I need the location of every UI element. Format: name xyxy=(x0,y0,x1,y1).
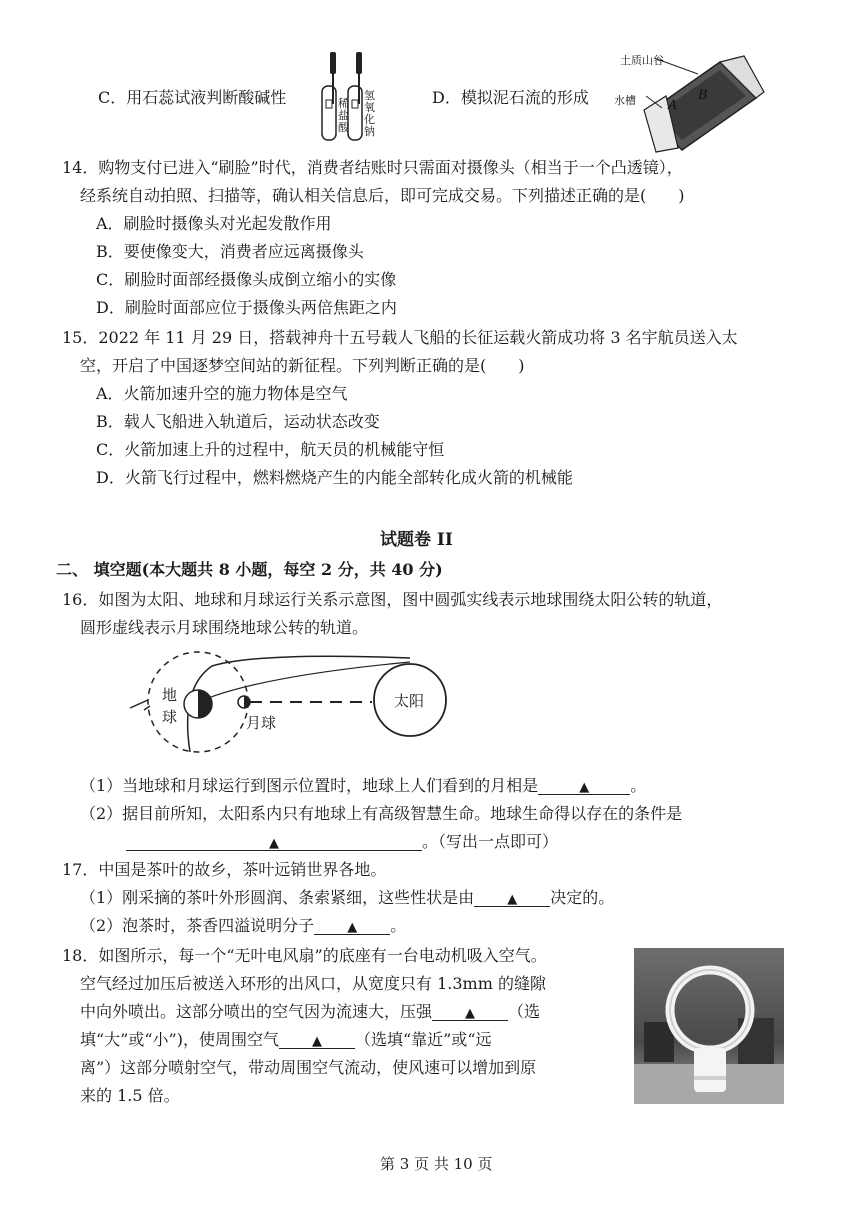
q15-option-a: A．火箭加速升空的施力物体是空气 xyxy=(96,384,348,403)
q17-sub1-end: 决定的。 xyxy=(550,888,615,907)
q14-option-a: A．刷脸时摄像头对光起发散作用 xyxy=(96,214,332,233)
q15-option-d: D．火箭飞行过程中，燃料燃烧产生的内能全部转化成火箭的机械能 xyxy=(96,468,573,487)
q18-line4-text: 填“大”或“小”)，使周围空气 xyxy=(80,1030,279,1049)
litmus-test-figure xyxy=(310,48,402,152)
valley-label: 土质山谷 xyxy=(620,54,664,67)
q18-line1: 18．如图所示，每一个“无叶电风扇”的底座有一台电动机吸入空气。 xyxy=(62,946,547,965)
q16-sub2-end: 。（写出一点即可） xyxy=(422,832,559,851)
q17-blank1[interactable]: ▲ xyxy=(474,886,550,907)
q18-blank1[interactable]: ▲ xyxy=(432,1000,508,1021)
q18-line4 xyxy=(80,1028,492,1052)
q17-stem: 17．中国是茶叶的故乡，茶叶远销世界各地。 xyxy=(62,860,387,879)
q16-sub2-line1: （2）据目前所知，太阳系内只有地球上有高级智慧生命。地球生命得以存在的条件是 xyxy=(80,804,683,823)
q17-sub1 xyxy=(80,886,614,910)
q13-option-d: D．模拟泥石流的形成 xyxy=(432,88,589,107)
q16-blank1[interactable]: ▲ xyxy=(538,774,630,795)
moon-label: 月球 xyxy=(246,714,277,732)
q17-sub1-text: （1）刚采摘的茶叶外形圆润、条索紧细，这些性状是由 xyxy=(80,888,475,907)
section-heading: 二、 填空题(本大题共 8 小题，每空 2 分，共 40 分) xyxy=(56,560,443,579)
region-b-label: B xyxy=(698,88,708,103)
q18-line6: 来的 1.5 倍。 xyxy=(80,1086,180,1105)
earth-label: 地球 xyxy=(162,686,178,726)
q18-blank2[interactable]: ▲ xyxy=(279,1028,355,1049)
q18-line3-end: （选 xyxy=(508,1002,541,1021)
q17-sub2-end: 。 xyxy=(390,916,407,935)
page-footer: 第 3 页 共 10 页 xyxy=(380,1155,493,1173)
q17-blank2[interactable]: ▲ xyxy=(314,914,390,935)
q16-stem-line1: 16．如图为太阳、地球和月球运行关系示意图，图中圆弧实线表示地球围绕太阳公转的轨道， xyxy=(62,590,723,609)
region-a-label: A xyxy=(668,98,678,113)
sun-label: 太阳 xyxy=(394,692,425,710)
q16-sub2-line2 xyxy=(126,830,558,854)
q17-sub2-text: （2）泡茶时，茶香四溢说明分子 xyxy=(80,916,315,935)
q15-option-b: B．载人飞船进入轨道后，运动状态改变 xyxy=(96,412,380,431)
q17-sub2 xyxy=(80,914,406,938)
bladeless-fan-photo xyxy=(634,948,784,1104)
q16-sub1-text: （1）当地球和月球运行到图示位置时，地球上人们看到的月相是 xyxy=(80,776,539,795)
q14-stem-line2: 经系统自动拍照、扫描等，确认相关信息后，即可完成交易。下列描述正确的是( ) xyxy=(80,186,685,205)
q18-line5: 离”）这部分喷射空气，带动周围空气流动，使风速可以增加到原 xyxy=(80,1058,537,1077)
q13-option-c: C．用石蕊试液判断酸碱性 xyxy=(98,88,287,107)
q18-line3 xyxy=(80,1000,540,1024)
q14-option-d: D．刷脸时面部应位于摄像头两倍焦距之内 xyxy=(96,298,397,317)
q15-stem-line1: 15．2022 年 11 月 29 日，搭载神舟十五号载人飞船的长征运载火箭成功将 3 名宇航员送入太 xyxy=(62,328,738,347)
q15-option-c: C．火箭加速上升的过程中，航天员的机械能守恒 xyxy=(96,440,445,459)
q15-stem-line2: 空，开启了中国逐梦空间站的新征程。下列判断正确的是( ) xyxy=(80,356,525,375)
q14-stem-line1: 14．购物支付已进入“刷脸”时代，消费者结账时只需面对摄像头（相当于一个凸透镜）， xyxy=(62,158,683,177)
q16-stem-line2: 圆形虚线表示月球围绕地球公转的轨道。 xyxy=(80,618,369,637)
q18-line2: 空气经过加压后被送入环形的出风口，从宽度只有 1.3mm 的缝隙 xyxy=(80,974,546,993)
q18-line3-text: 中向外喷出。这部分喷出的空气因为流速大，压强 xyxy=(80,1002,433,1021)
q14-option-c: C．刷脸时面部经摄像头成倒立缩小的实像 xyxy=(96,270,397,289)
tank-label: 水槽 xyxy=(614,94,636,107)
base-label: 氢氧化钠 xyxy=(364,89,375,138)
q14-option-b: B．要使像变大，消费者应远离摄像头 xyxy=(96,242,364,261)
section-title: 试题卷 II xyxy=(380,530,453,550)
q16-sub1 xyxy=(80,774,646,798)
acid-label: 稀盐酸 xyxy=(338,97,349,134)
q16-sub1-end: 。 xyxy=(630,776,647,795)
q16-blank2[interactable]: ▲ xyxy=(126,830,422,851)
q18-line4-end: （选填“靠近”或“远 xyxy=(354,1030,492,1049)
